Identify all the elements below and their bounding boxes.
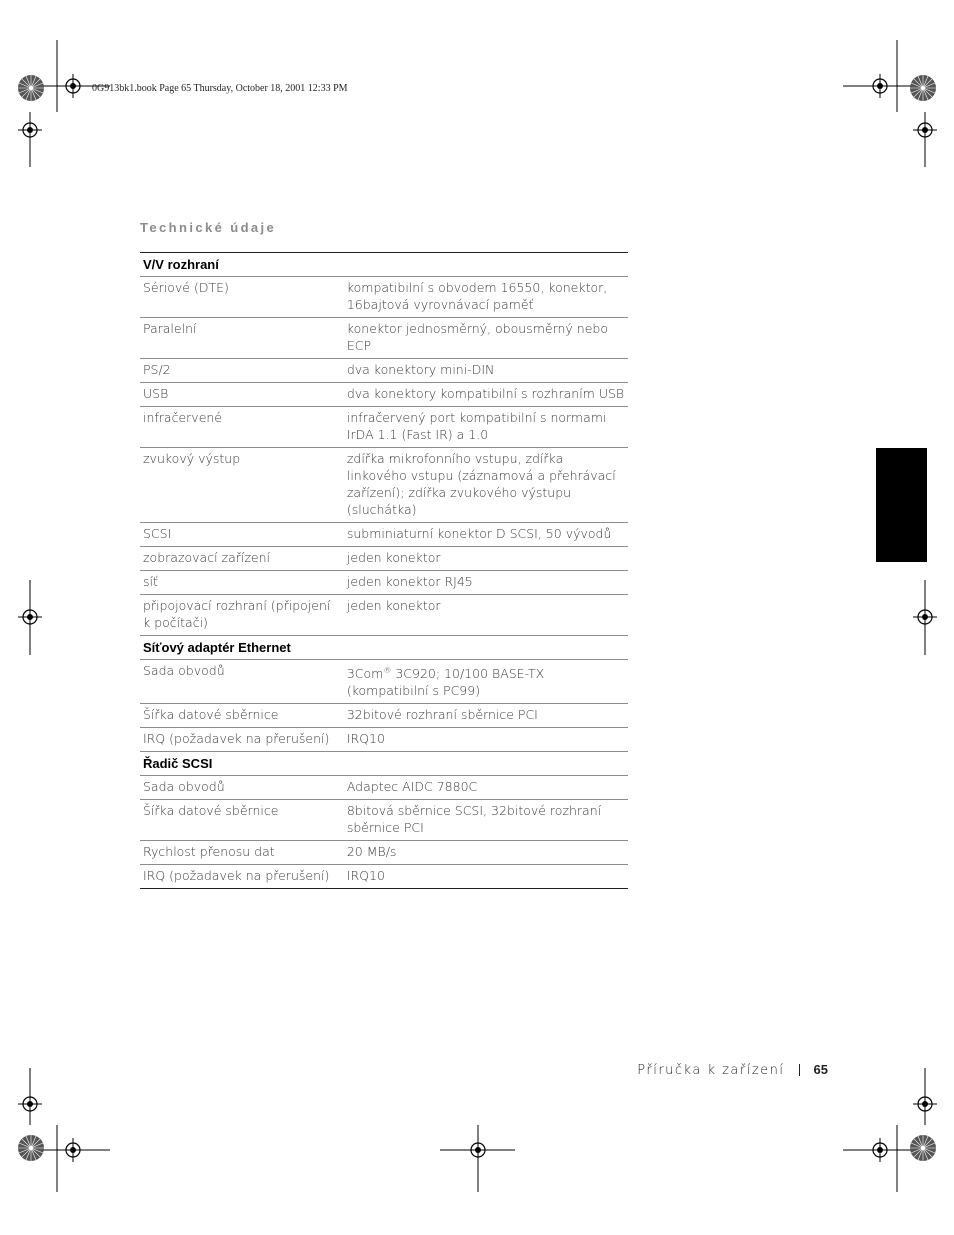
row-value: IRQ10 xyxy=(344,728,628,752)
row-value: subminiaturní konektor D SCSI, 50 vývodů xyxy=(344,523,628,547)
registered-mark: ® xyxy=(383,666,392,675)
table-row xyxy=(140,841,628,865)
row-label: Rychlost přenosu dat xyxy=(140,841,344,865)
row-label: síť xyxy=(140,571,344,595)
row-label: USB xyxy=(140,383,344,407)
row-value: dva konektory kompatibilní s rozhraním USB xyxy=(344,383,628,407)
page-number: 65 xyxy=(813,1062,828,1077)
table-row xyxy=(140,776,628,800)
page-footer xyxy=(637,1062,828,1078)
row-label: Sada obvodů xyxy=(140,660,344,704)
row-label: infračervené xyxy=(140,407,344,448)
table-row xyxy=(140,571,628,595)
section-title: Technické údaje xyxy=(140,220,277,235)
row-value: dva konektory mini-DIN xyxy=(344,359,628,383)
row-value: 32bitové rozhraní sběrnice PCI xyxy=(344,704,628,728)
table-row xyxy=(140,865,628,889)
table-row xyxy=(140,318,628,359)
table-row xyxy=(140,383,628,407)
row-label: Sada obvodů xyxy=(140,776,344,800)
row-value: zdířka mikrofonního vstupu, zdířka linkového vstupu (záznamová a přehrávací zařízení); zdířka zvukového výstupu (sluchátka) xyxy=(344,448,628,523)
value-rest: 3C920; 10/100 BASE-TX (kompatibilní s PC99) xyxy=(346,666,545,699)
row-value: 8bitová sběrnice SCSI, 32bitové rozhraní sběrnice PCI xyxy=(344,800,628,841)
table-row xyxy=(140,728,628,752)
row-value: jeden konektor xyxy=(344,595,628,636)
footer-title: Příručka k zařízení xyxy=(637,1063,785,1078)
row-label: Šířka datové sběrnice xyxy=(140,704,344,728)
table-row xyxy=(140,704,628,728)
row-value: Adaptec AIDC 7880C xyxy=(344,776,628,800)
chapter-thumb-tab xyxy=(876,448,927,562)
group-row-ethernet xyxy=(140,636,628,660)
row-value: jeden konektor RJ45 xyxy=(344,571,628,595)
row-label: SCSI xyxy=(140,523,344,547)
group-title: Řadič SCSI xyxy=(140,752,628,776)
spec-table xyxy=(140,252,628,889)
group-row-scsi xyxy=(140,752,628,776)
row-label: IRQ (požadavek na přerušení) xyxy=(143,868,330,884)
value-brand: 3Com xyxy=(346,666,384,682)
table-row xyxy=(140,407,628,448)
table-row xyxy=(140,277,628,318)
table-row xyxy=(140,800,628,841)
group-title: V/V rozhraní xyxy=(140,253,628,277)
row-label: Sériové (DTE) xyxy=(140,277,344,318)
row-label: zvukový výstup xyxy=(140,448,344,523)
row-value: IRQ10 xyxy=(346,868,385,884)
table-row xyxy=(140,660,628,704)
row-value: kompatibilní s obvodem 16550, konektor, 16bajtová vyrovnávací paměť xyxy=(344,277,628,318)
row-label: zobrazovací zařízení xyxy=(140,547,344,571)
table-row xyxy=(140,359,628,383)
row-value: konektor jednosměrný, obousměrný nebo ECP xyxy=(344,318,628,359)
row-value: jeden konektor xyxy=(344,547,628,571)
row-label: IRQ (požadavek na přerušení) xyxy=(140,728,344,752)
table-row xyxy=(140,523,628,547)
row-label: PS/2 xyxy=(140,359,344,383)
row-value: infračervený port kompatibilní s normami IrDA 1.1 (Fast IR) a 1.0 xyxy=(344,407,628,448)
table-row xyxy=(140,547,628,571)
table-row xyxy=(140,448,628,523)
row-label: Šířka datové sběrnice xyxy=(140,800,344,841)
row-value xyxy=(344,660,628,704)
group-title: Síťový adaptér Ethernet xyxy=(140,636,628,660)
row-label: Paralelní xyxy=(140,318,344,359)
footer-separator xyxy=(799,1064,800,1076)
row-label: připojovací rozhraní (připojení k počítači) xyxy=(140,595,344,636)
printer-info-line: 0G913bk1.book Page 65 Thursday, October 18, 2001 12:33 PM xyxy=(92,83,348,94)
table-row xyxy=(140,595,628,636)
row-value: 20 MB/s xyxy=(344,841,628,865)
group-row-io xyxy=(140,253,628,277)
